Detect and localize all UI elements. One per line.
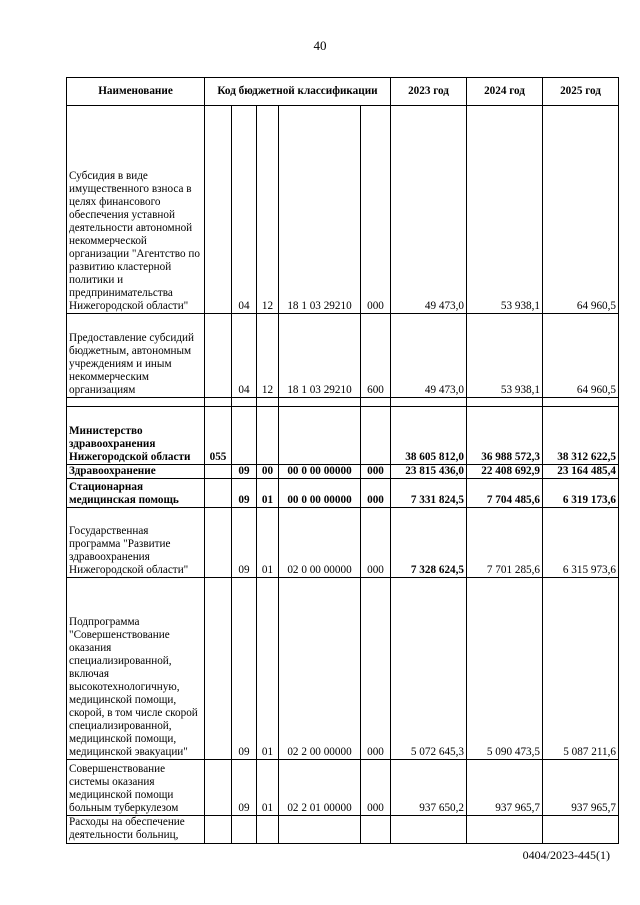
table-row (67, 314, 619, 398)
row-2023: 49 473,0 (391, 314, 467, 398)
row-section (232, 407, 257, 465)
row-name: Совершенствование системы оказания медицинской помощи больным туберкулезом (67, 760, 205, 816)
row-name: Государственная программа "Развитие здравоохранения Нижегородской области" (67, 508, 205, 578)
row-ministry (205, 314, 232, 398)
row-2023: 7 328 624,5 (391, 508, 467, 578)
row-ministry (205, 816, 232, 844)
row-type: 000 (361, 106, 391, 314)
row-2025: 64 960,5 (543, 106, 619, 314)
row-section: 04 (232, 106, 257, 314)
row-section (232, 816, 257, 844)
row-name: Министерство здравоохранения Нижегородской области (67, 407, 205, 465)
row-2024: 53 938,1 (467, 106, 543, 314)
row-ministry (205, 106, 232, 314)
row-article: 00 0 00 00000 (279, 479, 361, 508)
table-row (67, 816, 619, 844)
row-article: 02 2 01 00000 (279, 760, 361, 816)
row-2024: 937 965,7 (467, 760, 543, 816)
row-2024 (467, 816, 543, 844)
row-name: Стационарная медицинская помощь (67, 479, 205, 508)
header-row (67, 78, 619, 106)
row-section: 04 (232, 314, 257, 398)
row-2025 (543, 816, 619, 844)
header-code: Код бюджетной классификации (205, 78, 391, 106)
row-subsection: 12 (257, 314, 279, 398)
header-2025: 2025 год (543, 78, 619, 106)
row-article: 18 1 03 29210 (279, 106, 361, 314)
row-2025: 5 087 211,6 (543, 578, 619, 760)
row-subsection: 01 (257, 578, 279, 760)
row-2023: 38 605 812,0 (391, 407, 467, 465)
row-subsection (257, 816, 279, 844)
row-name: Предоставление субсидий бюджетным, автономным учреждениям и иным некоммерческим организациям (67, 314, 205, 398)
page-number: 40 (313, 38, 327, 53)
row-type: 000 (361, 578, 391, 760)
row-type: 600 (361, 314, 391, 398)
row-ministry (205, 508, 232, 578)
row-section: 09 (232, 479, 257, 508)
row-subsection: 01 (257, 479, 279, 508)
row-name: Субсидия в виде имущественного взноса в целях финансового обеспечения уставной деятельности автономной некоммерческой организации "Агентство по развитию кластерной политики и предпринимательства Нижегородской области" (67, 106, 205, 314)
row-subsection (257, 407, 279, 465)
row-ministry (205, 578, 232, 760)
row-2024: 5 090 473,5 (467, 578, 543, 760)
row-name: Подпрограмма "Совершенствование оказания специализированной, включая высокотехнологичную, медицинской помощи, скорой, в том числе скорой специализированной, медицинской помощи, медицинской эвакуации" (67, 578, 205, 760)
row-2024: 22 408 692,9 (467, 465, 543, 479)
row-2025: 64 960,5 (543, 314, 619, 398)
header-2024: 2024 год (467, 78, 543, 106)
table-row (67, 465, 619, 479)
table-row (67, 407, 619, 465)
row-name: Расходы на обеспечение деятельности больниц, (67, 816, 205, 844)
row-2023: 49 473,0 (391, 106, 467, 314)
row-type (361, 407, 391, 465)
row-2024: 36 988 572,3 (467, 407, 543, 465)
table-row (67, 479, 619, 508)
row-2025: 6 315 973,6 (543, 508, 619, 578)
row-section: 09 (232, 508, 257, 578)
row-article: 00 0 00 00000 (279, 465, 361, 479)
row-ministry: 055 (205, 407, 232, 465)
row-article: 02 0 00 00000 (279, 508, 361, 578)
row-article (279, 407, 361, 465)
table-row (67, 508, 619, 578)
header-2023: 2023 год (391, 78, 467, 106)
header-name: Наименование (67, 78, 205, 106)
row-2024: 7 701 285,6 (467, 508, 543, 578)
row-type: 000 (361, 465, 391, 479)
row-2023: 23 815 436,0 (391, 465, 467, 479)
row-2025: 6 319 173,6 (543, 479, 619, 508)
row-section: 09 (232, 465, 257, 479)
row-subsection: 01 (257, 508, 279, 578)
row-name: Здравоохранение (67, 465, 205, 479)
row-section: 09 (232, 578, 257, 760)
row-section: 09 (232, 760, 257, 816)
row-2024: 7 704 485,6 (467, 479, 543, 508)
row-2023: 7 331 824,5 (391, 479, 467, 508)
row-type: 000 (361, 479, 391, 508)
row-2025: 23 164 485,4 (543, 465, 619, 479)
table-row (67, 578, 619, 760)
row-ministry (205, 465, 232, 479)
row-2023: 937 650,2 (391, 760, 467, 816)
row-type: 000 (361, 760, 391, 816)
row-article: 18 1 03 29210 (279, 314, 361, 398)
row-2023 (391, 816, 467, 844)
row-article: 02 2 00 00000 (279, 578, 361, 760)
row-2023: 5 072 645,3 (391, 578, 467, 760)
row-2025: 38 312 622,5 (543, 407, 619, 465)
table-row (67, 106, 619, 314)
budget-table (66, 77, 619, 844)
document-code: 0404/2023-445(1) (522, 848, 610, 862)
row-ministry (205, 760, 232, 816)
spacer-row (67, 398, 619, 407)
row-article (279, 816, 361, 844)
row-subsection: 12 (257, 106, 279, 314)
row-subsection: 00 (257, 465, 279, 479)
row-ministry (205, 479, 232, 508)
table-row (67, 760, 619, 816)
row-type: 000 (361, 508, 391, 578)
row-2024: 53 938,1 (467, 314, 543, 398)
row-type (361, 816, 391, 844)
row-subsection: 01 (257, 760, 279, 816)
row-2025: 937 965,7 (543, 760, 619, 816)
